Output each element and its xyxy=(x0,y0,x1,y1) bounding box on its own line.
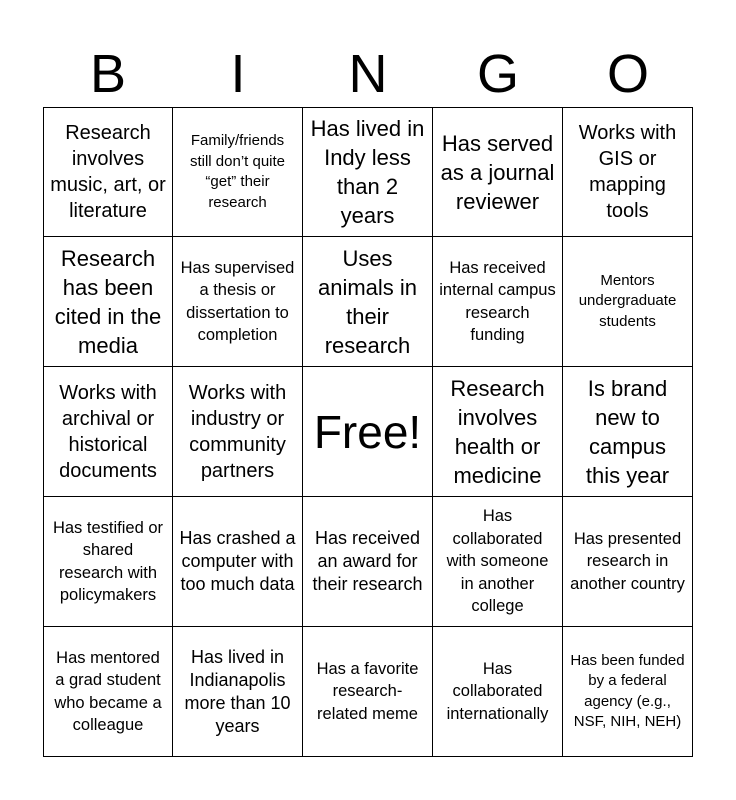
cell-label: Research involves music, art, or literature xyxy=(50,122,166,222)
bingo-cell[interactable] xyxy=(563,497,693,627)
cell-label: Is brand new to campus this year xyxy=(585,375,670,488)
cell-label: Research has been cited in the media xyxy=(54,245,162,358)
bingo-header xyxy=(43,40,693,108)
cell-label: Has presented research in another country xyxy=(570,529,685,593)
header-letter-g: G xyxy=(476,44,519,104)
cell-label: Uses animals in their research xyxy=(317,245,418,358)
cell-label: Has lived in Indianapolis more than 10 years xyxy=(184,646,291,736)
bingo-cell[interactable] xyxy=(433,107,563,237)
cell-label: Has received internal campus research funding xyxy=(439,258,556,344)
bingo-cell[interactable] xyxy=(173,237,303,367)
cell-label: Has testified or shared research with policymakers xyxy=(52,518,164,604)
bingo-cell[interactable] xyxy=(173,497,303,627)
cell-label: Research involves health or medicine xyxy=(450,375,545,488)
bingo-cell[interactable] xyxy=(43,497,173,627)
cell-label: Has been funded by a federal agency (e.g., NSF, NIH, NEH) xyxy=(570,651,685,730)
bingo-board xyxy=(43,107,693,757)
free-space[interactable] xyxy=(303,367,433,497)
bingo-cell[interactable] xyxy=(433,237,563,367)
cell-label: Family/friends still don’t quite “get” their research xyxy=(189,132,286,211)
header-letter-b: B xyxy=(89,44,127,104)
header-letter-i: I xyxy=(230,44,246,104)
cell-label: Works with GIS or mapping tools xyxy=(578,122,677,222)
cell-label: Has supervised a thesis or dissertation to completion xyxy=(180,258,295,344)
bingo-cell[interactable] xyxy=(173,367,303,497)
cell-label: Works with industry or community partners xyxy=(188,381,287,482)
bingo-cell[interactable] xyxy=(303,107,433,237)
bingo-cell[interactable] xyxy=(433,367,563,497)
bingo-cell[interactable] xyxy=(433,627,563,757)
cell-label: Has collaborated with someone in another college xyxy=(446,507,549,616)
bingo-cell[interactable] xyxy=(43,237,173,367)
bingo-cell[interactable] xyxy=(173,107,303,237)
header-letter-o: O xyxy=(606,44,649,104)
cell-label: Has mentored a grad student who became a colleague xyxy=(54,648,162,734)
bingo-cell[interactable] xyxy=(563,237,693,367)
cell-label: Works with archival or historical documents xyxy=(59,381,157,482)
bingo-cell[interactable] xyxy=(433,497,563,627)
bingo-cell[interactable] xyxy=(43,367,173,497)
bingo-cell[interactable] xyxy=(563,107,693,237)
bingo-cell[interactable] xyxy=(303,627,433,757)
bingo-cell[interactable] xyxy=(43,107,173,237)
free-label: Free! xyxy=(313,405,422,458)
bingo-cell[interactable] xyxy=(563,367,693,497)
cell-label: Mentors undergraduate students xyxy=(578,271,677,330)
cell-label: Has served as a journal reviewer xyxy=(440,130,555,214)
cell-label: Has a favorite research-related meme xyxy=(316,659,419,723)
bingo-cell[interactable] xyxy=(563,627,693,757)
cell-label: Has crashed a computer with too much data xyxy=(179,528,296,594)
cell-label: Has received an award for their research xyxy=(312,528,423,594)
cell-label: Has collaborated internationally xyxy=(446,659,549,723)
bingo-cell[interactable] xyxy=(303,237,433,367)
bingo-cell[interactable] xyxy=(43,627,173,757)
bingo-cell[interactable] xyxy=(173,627,303,757)
bingo-cell[interactable] xyxy=(303,497,433,627)
header-letter-n: N xyxy=(348,44,388,104)
cell-label: Has lived in Indy less than 2 years xyxy=(310,116,425,228)
